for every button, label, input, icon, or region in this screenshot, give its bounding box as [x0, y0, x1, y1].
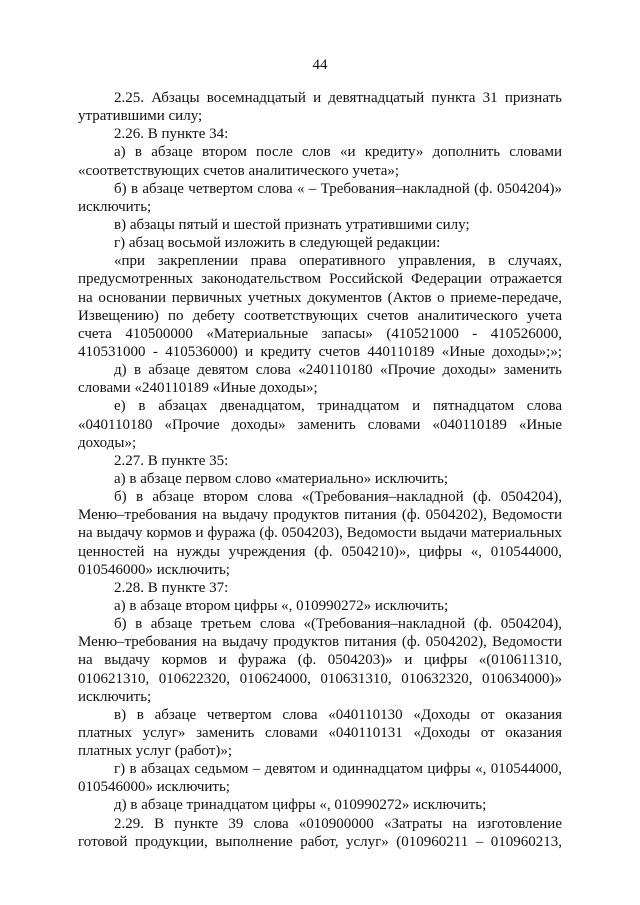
text-line: е) в абзацах двенадцатом, тринадцатом и пятнадцатом слова — [114, 398, 562, 415]
text-line: на выдачу кормов и фуража (ф. 0504203)» и цифры «(010611310, — [78, 652, 562, 669]
text-line: исключить; — [78, 198, 152, 215]
document-body — [78, 89, 562, 851]
text-line: Меню–требования на выдачу продуктов питания (ф. 0504202), Ведомости — [78, 507, 562, 524]
text-line: утратившими силу; — [78, 108, 203, 125]
text-line: б) в абзаце втором слова «(Требования–накладной (ф. 0504204), — [114, 489, 562, 506]
text-line: 010621310, 010622320, 010624000, 010631310, 010632320, 010634000)» — [78, 670, 562, 687]
text-line: 2.25. Абзацы восемнадцатый и девятнадцатый пункта 31 признать — [114, 90, 562, 106]
text-line: а) в абзаце первом слово «материально» исключить; — [114, 470, 449, 487]
text-line: 410531000 - 410536000) и кредиту счетов 440110189 «Иные доходы»;»; — [78, 343, 562, 360]
text-line: исключить; — [78, 688, 152, 705]
text-line: 010546000» исключить; — [78, 779, 230, 796]
text-line: счета 410500000 «Материальные запасы» (410521000 - 410526000, — [78, 325, 562, 342]
text-line: «040110180 «Прочие доходы» заменить словами «040110189 «Иные — [78, 416, 562, 433]
text-line: ценностей на нужды учреждения (ф. 0504210)», цифры «, 010544000, — [78, 543, 562, 560]
text-line: а) в абзаце втором цифры «, 010990272» исключить; — [114, 597, 449, 614]
text-line: на основании первичных учетных документов (Актов о приеме-передаче, — [78, 289, 562, 306]
text-line: «при закреплении права оперативного управления, в случаях, — [114, 253, 562, 270]
text-line: 2.26. В пункте 34: — [114, 126, 229, 143]
text-line: готовой продукции, выполнение работ, услуг» (010960211 – 010960213, — [78, 833, 562, 850]
text-line: Извещению) по дебету соответствующих счетов аналитического учета — [78, 307, 562, 324]
text-line: 2.29. В пункте 39 слова «010900000 «Затраты на изготовление — [114, 815, 562, 832]
text-line: д) в абзаце тринадцатом цифры «, 010990272» исключить; — [114, 797, 487, 814]
text-line: на выдачу кормов и фуража (ф. 0504203), Ведомости выдачи материальных — [78, 525, 562, 542]
page-number: 44 — [312, 57, 328, 73]
text-line: д) в абзаце девятом слова «240110180 «Прочие доходы» заменить — [114, 362, 562, 379]
text-line: а) в абзаце втором после слов «и кредиту» дополнить словами — [114, 144, 562, 161]
text-line: доходы»; — [78, 434, 137, 451]
text-line: б) в абзаце четвертом слова « – Требования–накладной (ф. 0504204)» — [114, 180, 562, 197]
text-line: г) абзац восьмой изложить в следующей редакции: — [114, 235, 441, 252]
text-line: в) абзацы пятый и шестой признать утратившими силу; — [114, 216, 470, 233]
text-line: в) в абзаце четвертом слова «040110130 «Доходы от оказания — [114, 706, 562, 723]
text-line: б) в абзаце третьем слова «(Требования–накладной (ф. 0504204), — [114, 616, 562, 633]
text-line: предусмотренных законодательством Российской Федерации отражается — [78, 271, 562, 288]
text-line: словами «240110189 «Иные доходы»; — [78, 380, 318, 397]
text-line: Меню–требования на выдачу продуктов питания (ф. 0504202), Ведомости — [78, 634, 562, 651]
text-line: г) в абзацах седьмом – девятом и одиннадцатом цифры «, 010544000, — [114, 761, 562, 778]
text-line: 2.28. В пункте 37: — [114, 579, 229, 596]
text-line: 2.27. В пункте 35: — [114, 452, 229, 469]
text-line: платных услуг (работ)»; — [78, 743, 233, 760]
text-line: платных услуг» заменить словами «040110131 «Доходы от оказания — [78, 724, 562, 741]
text-line: «соответствующих счетов аналитического учета»; — [78, 162, 400, 179]
text-line: 010546000» исключить; — [78, 561, 230, 578]
